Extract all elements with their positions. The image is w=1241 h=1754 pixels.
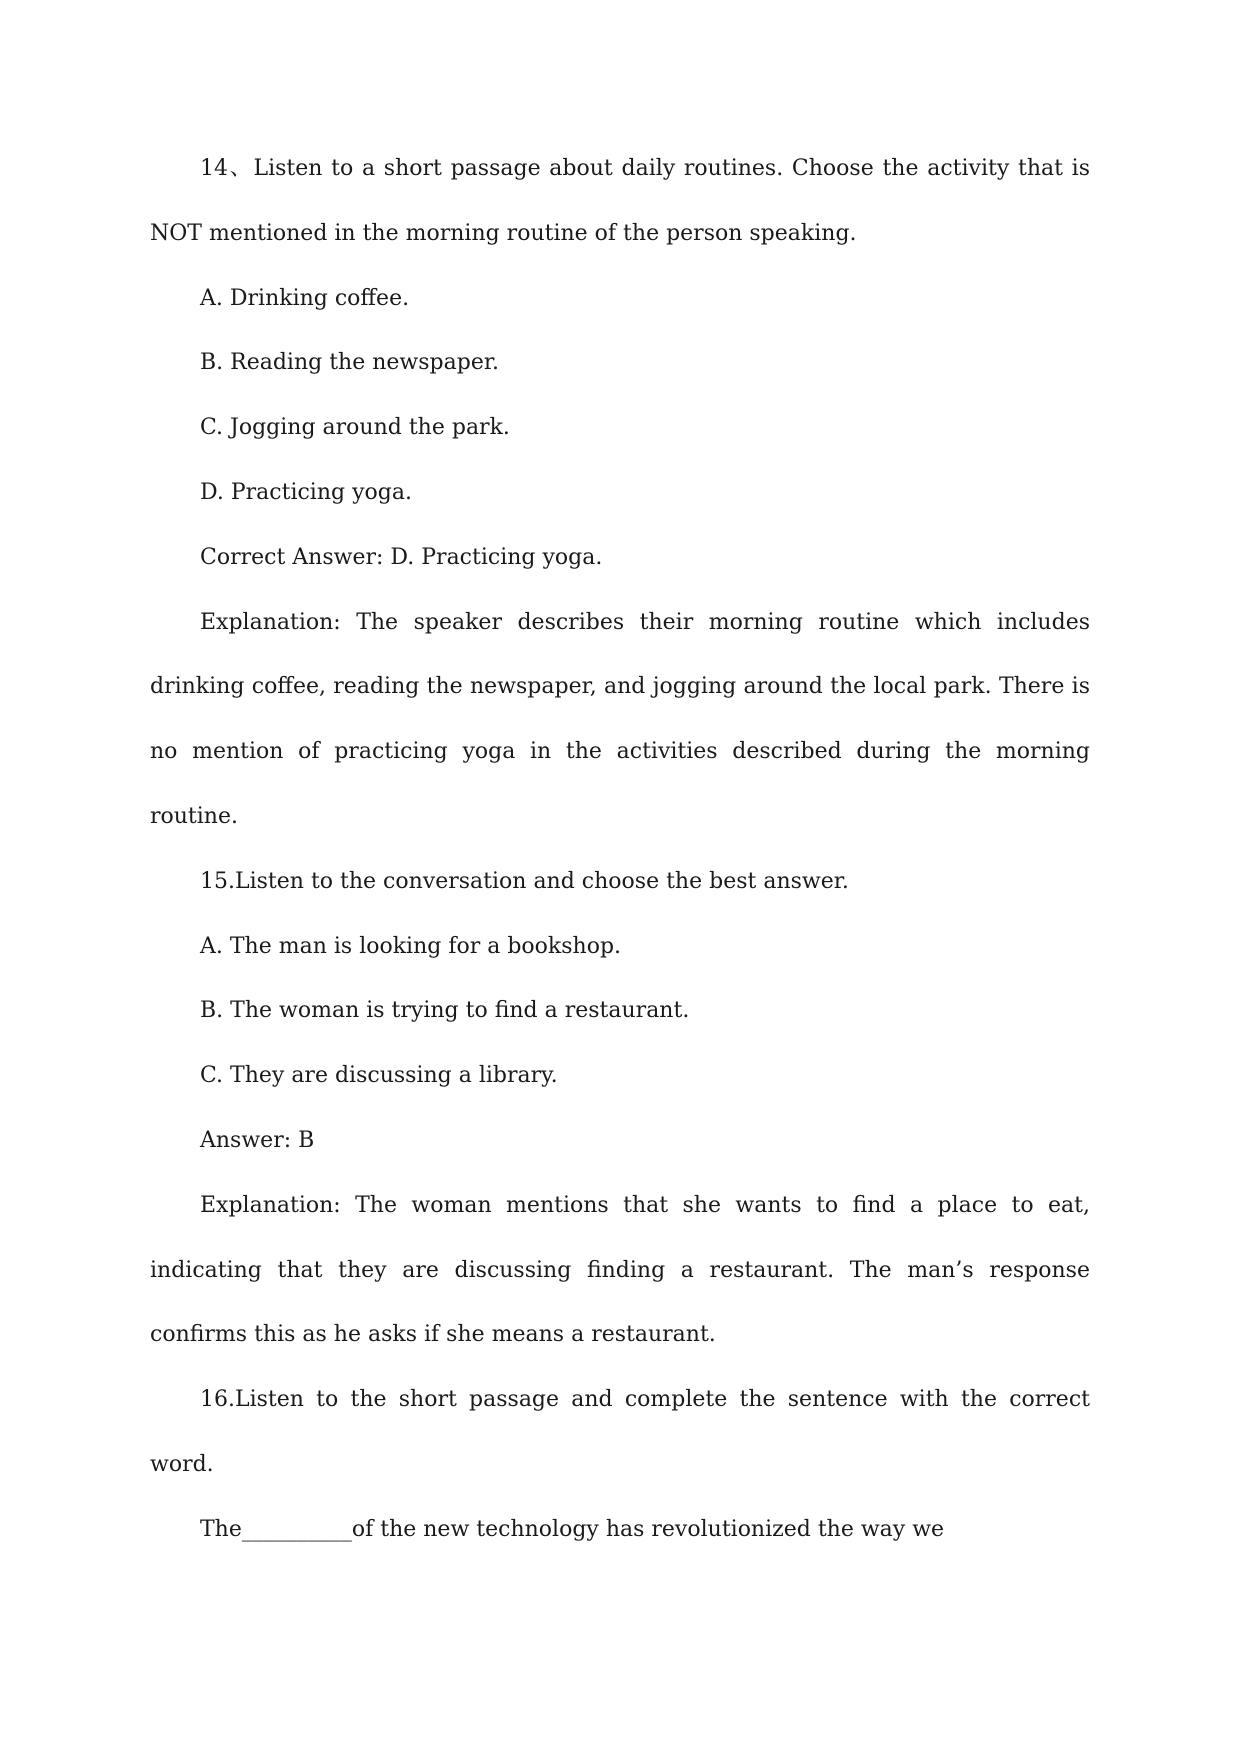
question-15-option-b: B. The woman is trying to find a restaurant.: [200, 998, 690, 1024]
question-16-sentence: The__________of the new technology has revolutionized the way we: [200, 1516, 945, 1542]
question-15-option-c: C. They are discussing a library.: [200, 1063, 558, 1089]
question-14-explanation: Explanation: The speaker describes their morning routine which includes drinking coffee, reading the newspaper, and jogging around the local park. There is no mention of practicing yoga in the activities described during the morning routine.: [150, 609, 1097, 829]
question-15-option-a: A. The man is looking for a bookshop.: [200, 933, 622, 959]
question-15-explanation: Explanation: The woman mentions that she wants to find a place to eat, indicating that they are discussing finding a restaurant. The man’s response confirms this as he asks if she means a restaurant.: [150, 1192, 1097, 1348]
question-14-option-d: D. Practicing yoga.: [200, 479, 412, 505]
question-14-option-c: C. Jogging around the park.: [200, 415, 510, 441]
question-14-stem: 14、Listen to a short passage about daily routines. Choose the activity that is NOT mentioned in the morning routine of the person speaking.: [150, 156, 1097, 246]
question-15-stem: 15.Listen to the conversation and choose the best answer.: [200, 868, 849, 894]
question-14-option-b: B. Reading the newspaper.: [200, 350, 499, 376]
question-14-option-a: A. Drinking coffee.: [200, 285, 410, 311]
question-16-stem: 16.Listen to the short passage and complete the sentence with the correct word.: [150, 1387, 1097, 1477]
question-15-answer: Answer: B: [200, 1127, 315, 1153]
question-14-answer: Correct Answer: D. Practicing yoga.: [200, 544, 603, 570]
document-body: [150, 137, 1097, 1563]
